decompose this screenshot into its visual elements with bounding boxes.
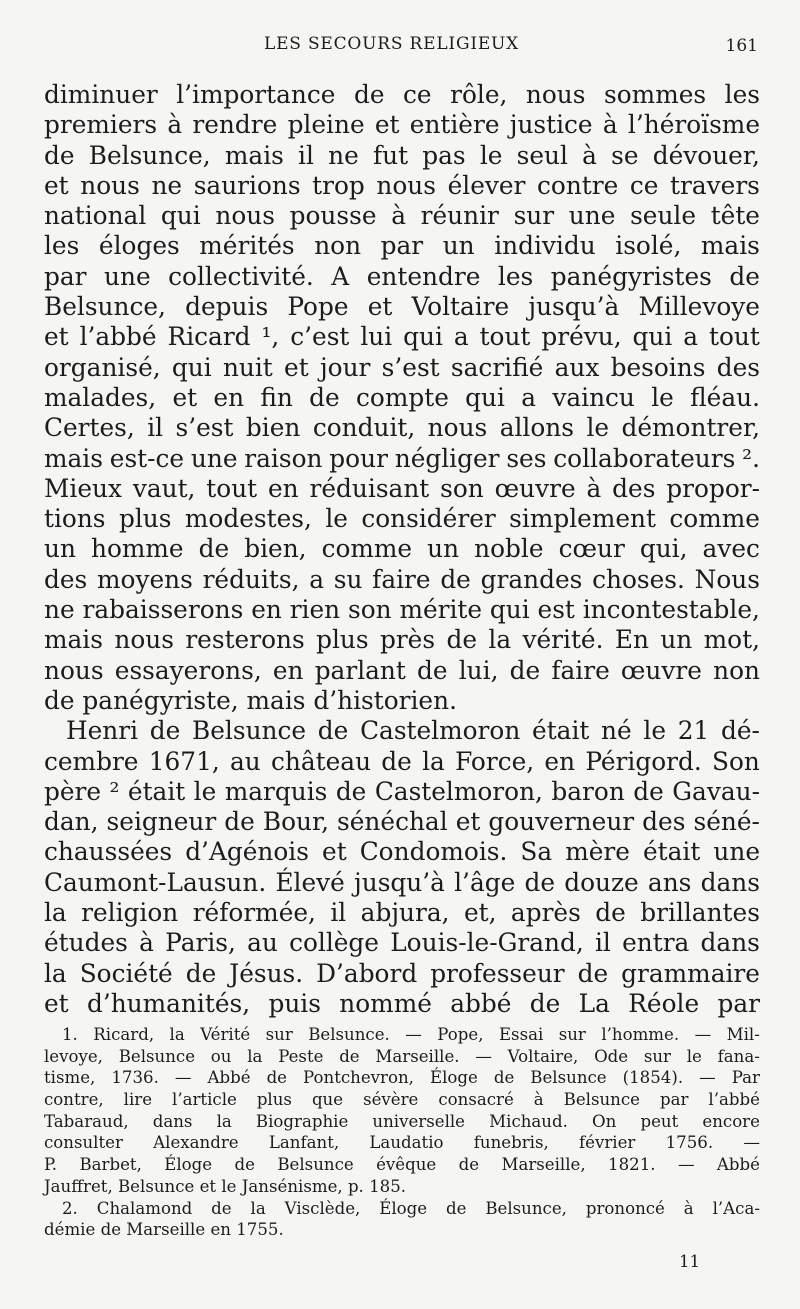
body-line: cembre 1671, au château de la Force, en Périgord. Son [44, 746, 760, 776]
body-line: tions plus modestes, le considérer simplement comme [44, 504, 760, 534]
body-line: nous essayerons, en parlant de lui, de faire œuvre non [44, 655, 760, 685]
page-number: 161 [725, 36, 758, 56]
body-line: études à Paris, au collège Louis-le-Grand, il entra dans [44, 928, 760, 958]
footnote-line: tisme, 1736. — Abbé de Pontchevron, Éloge de Belsunce (1854). — Par [44, 1068, 760, 1088]
footnote-line: levoye, Belsunce ou la Peste de Marseille. — Voltaire, Ode sur le fana- [44, 1046, 760, 1066]
body-line: Caumont-Lausun. Élevé jusqu’à l’âge de douze ans dans [44, 867, 760, 897]
running-title: LES SECOURS RELIGIEUX [264, 34, 520, 54]
body-line: par une collectivité. A entendre les panégyristes de [44, 261, 760, 291]
body-line: de panégyriste, mais d’historien. [44, 685, 457, 715]
body-line: Belsunce, depuis Pope et Voltaire jusqu’à Millevoye [44, 292, 760, 322]
footnote-line: P. Barbet, Éloge de Belsunce évêque de Marseille, 1821. — Abbé [44, 1155, 760, 1175]
body-line: organisé, qui nuit et jour s’est sacrifié aux besoins des [44, 352, 760, 382]
body-line: père ² était le marquis de Castelmoron, baron de Gavau- [44, 776, 760, 806]
body-line: chaussées d’Agénois et Condomois. Sa mère était une [44, 837, 760, 867]
body-line: malades, et en fin de compte qui a vaincu le fléau. [44, 382, 760, 412]
body-line: et l’abbé Ricard ¹, c’est lui qui a tout prévu, qui a tout [44, 322, 760, 352]
footnote-line: Jauffret, Belsunce et le Jansénisme, p. 185. [44, 1176, 407, 1196]
body-line: un homme de bien, comme un noble cœur qui, avec [44, 534, 760, 564]
body-line: Henri de Belsunce de Castelmoron était né le 21 dé- [66, 716, 760, 746]
footnote-line: contre, lire l’article plus que sévère consacré à Belsunce par l’abbé [44, 1090, 760, 1110]
body-line: la Société de Jésus. D’abord professeur de grammaire [44, 958, 760, 988]
body-line: premiers à rendre pleine et entière justice à l’héroïsme [44, 110, 760, 140]
body-line: et nous ne saurions trop nous élever contre ce travers [44, 170, 760, 200]
body-line: national qui nous pousse à réunir sur une seule tête [44, 201, 760, 231]
body-line: les éloges mérités non par un individu isolé, mais [44, 231, 760, 261]
body-line: des moyens réduits, a su faire de grandes choses. Nous [44, 564, 760, 594]
body-line: ne rabaisserons en rien son mérite qui est incontestable, [44, 595, 760, 625]
body-text [44, 80, 760, 1019]
page-header [0, 34, 800, 58]
body-line: diminuer l’importance de ce rôle, nous sommes les [44, 80, 760, 109]
signature-mark: 11 [679, 1252, 701, 1271]
body-line: Certes, il s’est bien conduit, nous allons le démontrer, [44, 413, 760, 443]
footnote-line: démie de Marseille en 1755. [44, 1220, 284, 1240]
body-line: de Belsunce, mais il ne fut pas le seul à se dévouer, [44, 140, 760, 170]
footnote-line: Tabaraud, dans la Biographie universelle Michaud. On peut encore [44, 1111, 760, 1131]
body-line: dan, seigneur de Bour, sénéchal et gouverneur des séné- [44, 807, 760, 837]
footnote-line: 1. Ricard, la Vérité sur Belsunce. — Pope, Essai sur l’homme. — Mil- [62, 1025, 760, 1044]
footnotes [44, 1024, 760, 1241]
footnote-line: consulter Alexandre Lanfant, Laudatio funebris, février 1756. — [44, 1133, 760, 1153]
body-line: la religion réformée, il abjura, et, après de brillantes [44, 898, 760, 928]
body-line: mais nous resterons plus près de la vérité. En un mot, [44, 625, 760, 655]
body-line: et d’humanités, puis nommé abbé de La Réole par [44, 988, 760, 1018]
body-line: Mieux vaut, tout en réduisant son œuvre à des propor- [44, 473, 760, 503]
body-line: mais est-ce une raison pour négliger ses collaborateurs ². [44, 443, 760, 473]
footnote-line: 2. Chalamond de la Visclède, Éloge de Belsunce, prononcé à l’Aca- [62, 1198, 760, 1218]
